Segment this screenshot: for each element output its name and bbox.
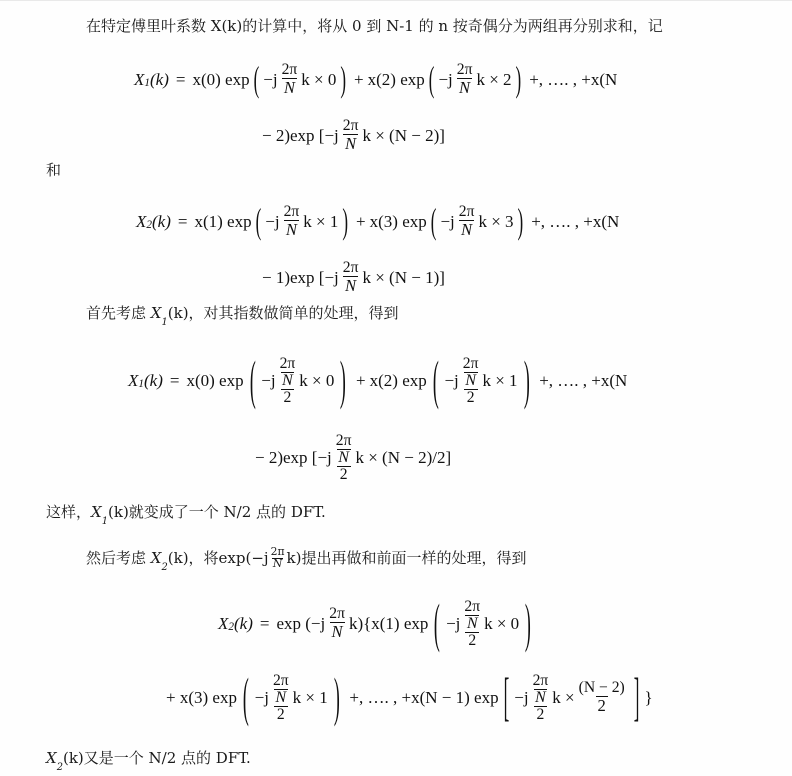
eq3-term1-tail: k × 0 [299, 370, 335, 390]
paren-open-icon: ( [253, 60, 260, 100]
consider-first-suffix: (k)，对其指数做简单的处理，得到 [167, 304, 399, 322]
eq2-equals: = [177, 211, 188, 231]
eq1-term2-minusj: −j [438, 69, 453, 89]
paren-open-icon: ( [430, 202, 437, 242]
eq3-lhs-variable: X [128, 370, 139, 390]
eq3-term1: x(0) exp [186, 370, 244, 390]
eq2-term1-minusj: −j [265, 211, 280, 231]
result1-variable: X [91, 503, 102, 521]
consider-second-variable: X [150, 549, 162, 567]
paragraph-result-x2 [46, 747, 251, 773]
equation-x2-factored-line2 [166, 667, 653, 729]
eq3-term2: x(2) exp [369, 370, 427, 390]
inner-numerator: N [466, 614, 478, 632]
eq1-term1-tail: k × 0 [301, 69, 337, 89]
eq2l2-tail: k × (N − 1)] [362, 267, 445, 287]
eq1-term1-minusj: −j [263, 69, 278, 89]
fraction-2pi-over-N [282, 204, 302, 238]
eq4l2-term1-tail: k × 1 [292, 687, 328, 707]
paren-open-icon: ( [432, 350, 439, 412]
fraction-2pi-over-N [341, 118, 361, 152]
bracket-open-icon: [ [503, 668, 510, 728]
consider-first-prefix: 首先考虑 [86, 304, 151, 322]
eq3-lhs-argument: (k) [144, 370, 163, 390]
inner-numerator: N [282, 371, 293, 389]
eq1-trailing: +, …. , +x(N [529, 69, 618, 89]
inner-denominator: 2 [464, 389, 478, 406]
consider-first-subscript: 1 [161, 317, 168, 328]
eq4-term1-minusj: −j [446, 613, 461, 633]
paragraph-consider-first [86, 302, 399, 328]
inner-numerator: N [535, 688, 546, 706]
fraction-2pi-over-N [455, 62, 475, 96]
eq1-term2-tail: k × 2 [476, 69, 512, 89]
brace-close-icon: } [644, 687, 653, 707]
inner-denominator: 2 [337, 466, 351, 483]
eq3-term2-tail: k × 1 [482, 370, 518, 390]
eq1-equals: = [175, 69, 186, 89]
eq4-exp-head: exp (−j [276, 613, 326, 633]
eq3-term1-minusj: −j [261, 370, 276, 390]
equation-x2-line1: X 2 (k) = x(1) exp ( −j $\frac{2\pi}{N}$ k × 1 ) + x(3) exp ( −j $\frac{2\pi}{N}$ k × 3 ) +, …. , +x(N [136, 202, 620, 242]
equation-x2-line2 [262, 261, 445, 295]
result1-suffix: (k)就变成了一个 N/2 点的 DFT. [108, 503, 326, 521]
fraction-denominator: 2 [597, 695, 606, 715]
fraction-denominator [465, 615, 479, 649]
fraction-denominator: N [459, 77, 471, 97]
equation-x1-line1: X 1 (k) = x(0) exp ( −j $\frac{2\pi}{N}$ k × 0 ) + x(2) exp ( −j $\frac{2\pi}{N}$ k × 2 ) +, …. , +x(N [134, 60, 618, 100]
inner-numerator: N [338, 448, 349, 466]
inner-denominator: 2 [534, 706, 548, 723]
fraction-denominator [534, 689, 548, 723]
fraction-denominator: N [345, 133, 357, 153]
fraction-denominator [274, 689, 288, 723]
fraction-numerator: 2π [342, 117, 359, 134]
fraction-numerator: 2π [329, 604, 345, 622]
paren-close-icon: ) [525, 593, 532, 655]
eq3-equals: = [169, 370, 180, 390]
paragraph-result-x1 [46, 501, 326, 527]
paren-open-icon: ( [242, 667, 249, 729]
eq3l2-tail: k × (N − 2)/2] [355, 447, 452, 467]
fraction-2pi-over-N [457, 204, 477, 238]
fraction-numerator: 2π [462, 355, 479, 372]
eq2-plus: + [356, 211, 366, 231]
nested-fraction-2pi-over-N-over-2 [461, 356, 481, 405]
fraction-numerator: 2π [279, 355, 296, 372]
eq2-lhs-argument: (k) [152, 211, 171, 231]
fraction-denominator: N [285, 219, 297, 239]
fraction-N-minus-2-over-2 [577, 680, 627, 714]
fraction-denominator: N [272, 556, 283, 570]
fraction-denominator: N [345, 275, 357, 295]
fraction-numerator: 2π [532, 672, 549, 689]
paren-open-icon: ( [428, 60, 435, 100]
fraction-numerator: 2π [456, 61, 473, 78]
equation-x1-line2 [262, 119, 445, 153]
paren-close-icon: ) [340, 60, 347, 100]
eq2-term2-minusj: −j [440, 211, 455, 231]
paren-close-icon: ) [333, 667, 340, 729]
eq2-trailing: +, …. , +x(N [531, 211, 620, 231]
fraction-denominator [464, 372, 478, 406]
eq1-term2: x(2) exp [367, 69, 425, 89]
paren-close-icon: ) [515, 60, 522, 100]
paragraph-consider-second [86, 544, 527, 573]
nested-fraction-2pi-over-N-over-2 [334, 433, 354, 482]
inner-denominator: 2 [274, 706, 288, 723]
consider-first-variable: X [150, 304, 162, 322]
inner-numerator: N [465, 371, 476, 389]
eq4l2-term2-minusj: −j [514, 687, 529, 707]
consider-second-mid: (k)，将exp(−j [167, 549, 269, 567]
paren-close-icon: ) [517, 202, 524, 242]
result2-variable: X [46, 749, 57, 767]
eq3l2-head: − 2)exp [−j [255, 447, 332, 467]
fraction-numerator: 2π [281, 61, 298, 78]
result1-subscript: 1 [101, 516, 108, 527]
fraction-denominator [337, 449, 351, 483]
eq2-term2-tail: k × 3 [478, 211, 514, 231]
eq2-lhs-variable: X [136, 211, 147, 231]
eq2-term2: x(3) exp [369, 211, 427, 231]
inline-fraction-2pi-over-N [270, 544, 286, 570]
result2-subscript: 2 [56, 762, 63, 773]
consider-second-subscript: 2 [161, 562, 168, 573]
eq2-term1-tail: k × 1 [303, 211, 339, 231]
eq4-exp-tail: k){x(1) exp [348, 613, 429, 633]
eq4-lhs-argument: (k) [234, 613, 253, 633]
fraction-2pi-over-N [280, 62, 300, 96]
result1-prefix: 这样， [46, 503, 92, 521]
fraction-denominator [281, 372, 295, 406]
eq1-plus: + [354, 69, 364, 89]
paren-open-icon: ( [249, 350, 256, 412]
result2-suffix: (k)又是一个 N/2 点的 DFT. [62, 749, 251, 767]
fraction-numerator: 2π [464, 598, 481, 615]
fraction-denominator: N [461, 219, 473, 239]
nested-fraction-2pi-over-N-over-2 [278, 356, 298, 405]
paragraph-intro: 在特定傅里叶系数 X(k)的计算中，将从 0 到 N-1 的 n 按奇偶分为两组再分别求和，记 [86, 17, 663, 35]
eq4-equals: = [259, 613, 270, 633]
paren-close-icon: ) [523, 350, 530, 412]
fraction-2pi-over-N [341, 260, 361, 294]
eq4l2-term2-tail: k × [552, 687, 575, 707]
paren-close-icon: ) [342, 202, 349, 242]
eq2-term1: x(1) exp [194, 211, 252, 231]
eq3-plus: + [356, 370, 366, 390]
eq1-lhs-variable: X [134, 69, 145, 89]
equation-x1-simplified-line2 [255, 433, 451, 482]
eq2l2-head: − 1)exp [−j [262, 267, 339, 287]
fraction-denominator: N [283, 77, 295, 97]
fraction-numerator: 2π [270, 544, 285, 558]
eq1l2-tail: k × (N − 2)] [362, 125, 445, 145]
eq3-trailing: +, …. , +x(N [539, 370, 628, 390]
fraction-numerator: (N − 2) [578, 678, 625, 696]
inner-denominator: 2 [465, 632, 479, 649]
inner-denominator: 2 [281, 389, 295, 406]
consider-second-suffix: k)提出再做和前面一样的处理，得到 [286, 549, 527, 567]
fraction-denominator: N [331, 621, 343, 641]
eq4l2-head: + x(3) exp [166, 687, 237, 707]
fraction-numerator: 2π [272, 672, 289, 689]
eq4l2-middle: +, …. , +x(N − 1) exp [349, 687, 499, 707]
eq3-term2-minusj: −j [444, 370, 459, 390]
paren-open-icon: ( [255, 202, 262, 242]
eq4-lhs-variable: X [218, 613, 229, 633]
fraction-2pi-over-N [327, 606, 347, 640]
nested-fraction-2pi-over-N-over-2 [531, 673, 551, 722]
bracket-close-icon: ] [633, 668, 640, 728]
fraction-numerator: 2π [458, 203, 475, 220]
eq1-lhs-argument: (k) [150, 69, 169, 89]
fraction-numerator: 2π [342, 259, 359, 276]
paragraph-and: 和 [46, 161, 62, 179]
paren-open-icon: ( [434, 593, 441, 655]
eq1l2-head: − 2)exp [−j [262, 125, 339, 145]
equation-x2-factored-line1: X 2 (k) = exp (−j $\frac{2\pi}{N}$ k){x(1) exp ( −j $\frac{2\pi}{\frac{N}{2}}$ k × 0 ) [218, 593, 532, 655]
paren-close-icon: ) [340, 350, 347, 412]
eq4-term1-tail: k × 0 [484, 613, 520, 633]
equation-x1-simplified-line1: X 1 (k) = x(0) exp ( −j $\frac{2\pi}{\frac{N}{2}}$ k × 0 ) + x(2) exp ( −j $\frac{2\pi}{\frac{N}{2}}$ k × 1 ) +, …. , +x(N [128, 350, 628, 412]
fraction-numerator: 2π [335, 432, 352, 449]
inner-numerator: N [275, 688, 287, 706]
nested-fraction-2pi-over-N-over-2 [462, 599, 482, 648]
nested-fraction-2pi-over-N-over-2 [271, 673, 291, 722]
eq4l2-term1-minusj: −j [254, 687, 269, 707]
fraction-numerator: 2π [283, 203, 300, 220]
eq1-term1: x(0) exp [192, 69, 250, 89]
consider-second-prefix: 然后考虑 [86, 549, 151, 567]
